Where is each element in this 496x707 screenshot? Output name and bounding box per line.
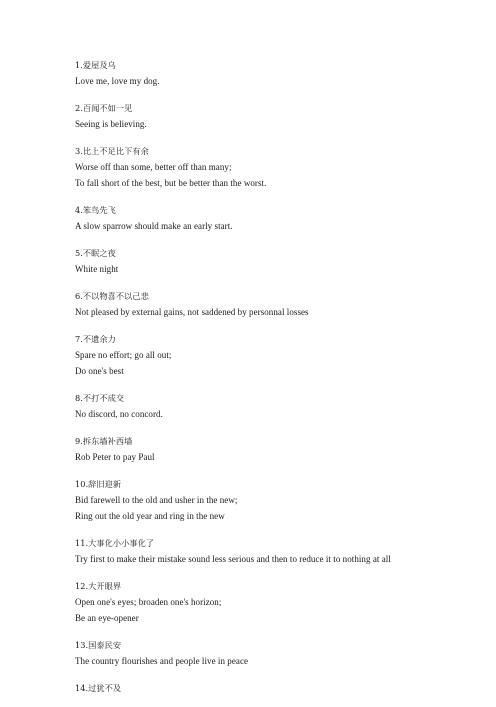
idiom-chinese: 13.国泰民安 [75,640,122,650]
idiom-entry-11 [75,535,475,567]
idiom-chinese: 10.辞旧迎新 [75,479,122,489]
idiom-entry-9 [75,433,475,465]
idiom-translation: Love me, love my dog. [75,76,160,86]
idiom-entry-3 [75,143,475,191]
idiom-translation: Not pleased by external gains, not saddened by personnal losses [75,307,309,317]
idiom-translation: To fall short of the best, but be better than the worst. [75,178,267,188]
idiom-entry-12 [75,578,475,626]
idiom-translation: Bid farewell to the old and usher in the new; [75,495,238,505]
idiom-translation: No discord, no concord. [75,409,163,419]
idiom-entry-8 [75,390,475,422]
idiom-chinese: 8.不打不成交 [75,393,125,403]
idiom-entry-6 [75,288,475,320]
idiom-entry-10 [75,476,475,524]
idiom-chinese: 1.爱屋及乌 [75,60,116,70]
idiom-chinese: 5.不眠之夜 [75,248,116,258]
idiom-entry-14 [75,680,475,696]
idiom-entry-13 [75,637,475,669]
idiom-translation: Worse off than some, better off than many; [75,162,232,172]
idiom-chinese: 9.拆东墙补西墙 [75,436,133,446]
idiom-entry-2 [75,100,475,132]
idiom-chinese: 4.笨鸟先飞 [75,205,116,215]
idiom-translation: Try first to make their mistake sound less serious and then to reduce it to nothing at all [75,554,391,564]
idiom-translation: Spare no effort; go all out; [75,350,172,360]
idiom-translation: Open one's eyes; broaden one's horizon; [75,597,222,607]
idiom-translation: Seeing is believing. [75,119,147,129]
idiom-chinese: 2.百闻不如一见 [75,103,133,113]
idiom-entry-7 [75,331,475,379]
idiom-translation: White night [75,264,119,274]
idiom-chinese: 12.大开眼界 [75,581,122,591]
idiom-chinese: 7.不遗余力 [75,334,116,344]
idiom-entry-1 [75,57,475,89]
idiom-chinese: 14.过犹不及 [75,683,122,693]
idiom-entry-4 [75,202,475,234]
document-page [75,57,475,707]
idiom-translation: The country flourishes and people live in peace [75,656,249,666]
idiom-translation: Rob Peter to pay Paul [75,452,155,462]
idiom-translation: A slow sparrow should make an early start. [75,221,233,231]
idiom-entry-5 [75,245,475,277]
idiom-translation: Do one's best [75,366,124,376]
idiom-chinese: 6.不以物喜不以己悲 [75,291,149,301]
idiom-translation: Be an eye-opener [75,613,139,623]
idiom-chinese: 3.比上不足比下有余 [75,146,149,156]
idiom-chinese: 11.大事化小小事化了 [75,538,155,548]
idiom-translation: Ring out the old year and ring in the new [75,511,225,521]
